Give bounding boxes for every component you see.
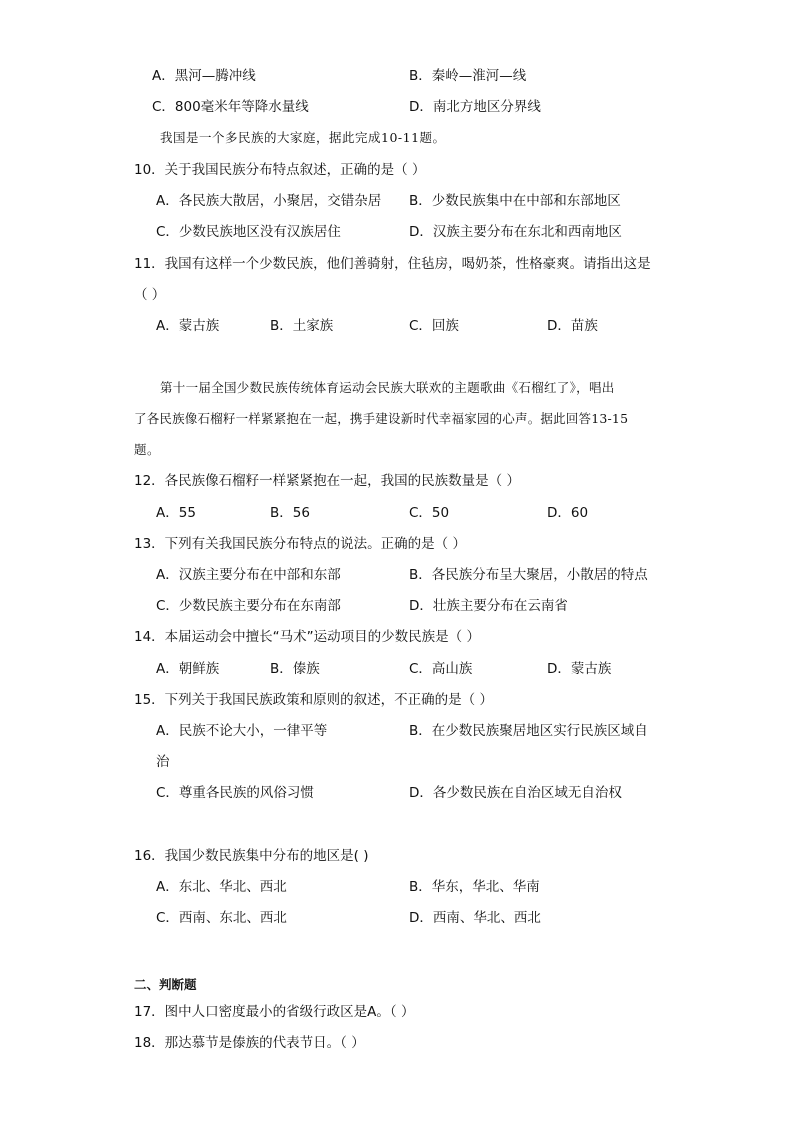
q15-option-d: D．各少数民族在自治区域无自治权	[409, 785, 622, 801]
q15-stem: 15．下列关于我国民族政策和原则的叙述，不正确的是（ ）	[134, 692, 493, 708]
q12-option-b: B．56	[270, 505, 310, 521]
q11-option-b: B．土家族	[270, 318, 334, 334]
q12-stem: 12．各民族像石榴籽一样紧紧抱在一起，我国的民族数量是（ ）	[134, 473, 520, 489]
q9-option-d: D．南北方地区分界线	[409, 99, 541, 115]
q16-stem: 16．我国少数民族集中分布的地区是( )	[134, 848, 369, 864]
section-heading: 二、判断题	[134, 977, 197, 992]
intro-13-15-line3: 题。	[134, 442, 161, 457]
q10-stem: 10．关于我国民族分布特点叙述，正确的是（ ）	[134, 162, 426, 178]
q11-option-d: D．苗族	[547, 318, 598, 334]
q16-option-b: B．华东，华北、华南	[409, 879, 540, 895]
q11-stem: 11．我国有这样一个少数民族，他们善骑射，住毡房，喝奶茶，性格豪爽。请指出这是	[134, 256, 651, 272]
q15-option-b: B．在少数民族聚居地区实行民族区域自	[409, 723, 648, 739]
q10-option-c: C．少数民族地区没有汉族居住	[156, 224, 341, 240]
q13-option-c: C．少数民族主要分布在东南部	[156, 598, 341, 614]
q12-option-d: D．60	[547, 505, 589, 521]
q14-option-a: A．朝鲜族	[156, 661, 220, 677]
q16-option-d: D．西南、华北、西北	[409, 910, 541, 926]
q10-option-b: B．少数民族集中在中部和东部地区	[409, 193, 621, 209]
q15-option-a: A．民族不论大小，一律平等	[156, 723, 328, 739]
intro-10-11: 我国是一个多民族的大家庭，据此完成10-11题。	[160, 130, 446, 145]
q14-option-d: D．蒙古族	[547, 661, 612, 677]
q16-option-a: A．东北、华北、西北	[156, 879, 287, 895]
q17-stem: 17．图中人口密度最小的省级行政区是A。（ ）	[134, 1004, 415, 1020]
q12-option-a: A．55	[156, 505, 196, 521]
q10-option-a: A．各民族大散居，小聚居，交错杂居	[156, 193, 382, 209]
q11-option-a: A．蒙古族	[156, 318, 220, 334]
q9-option-a: A．黑河—腾冲线	[152, 68, 256, 84]
q12-option-c: C．50	[409, 505, 450, 521]
q13-option-a: A．汉族主要分布在中部和东部	[156, 567, 341, 583]
q9-option-b: B．秦岭—淮河—线	[409, 68, 527, 84]
q14-stem: 14．本届运动会中擅长“马术”运动项目的少数民族是（ ）	[134, 629, 480, 645]
q13-option-d: D．壮族主要分布在云南省	[409, 598, 568, 614]
q14-option-b: B．傣族	[270, 661, 320, 677]
intro-13-15-line1: 第十一届全国少数民族传统体育运动会民族大联欢的主题歌曲《石榴红了》，唱出	[160, 380, 615, 395]
q16-option-c: C．西南、东北、西北	[156, 910, 287, 926]
q14-option-c: C．高山族	[409, 661, 473, 677]
intro-13-15-line2: 了各民族像石榴籽一样紧紧抱在一起，携手建设新时代幸福家园的心声。据此回答13-15	[134, 411, 629, 426]
q13-option-b: B．各民族分布呈大聚居，小散居的特点	[409, 567, 648, 583]
q11-stem-cont: （ ）	[134, 287, 166, 303]
q18-stem: 18．那达慕节是傣族的代表节日。（ ）	[134, 1035, 365, 1051]
q10-option-d: D．汉族主要分布在东北和西南地区	[409, 224, 622, 240]
q11-option-c: C．回族	[409, 318, 459, 334]
q13-stem: 13．下列有关我国民族分布特点的说法。正确的是（ ）	[134, 536, 466, 552]
q15-option-c: C．尊重各民族的风俗习惯	[156, 785, 314, 801]
q9-option-c: C．800毫米年等降水量线	[152, 99, 309, 115]
q15-option-b-cont: 治	[156, 754, 170, 770]
